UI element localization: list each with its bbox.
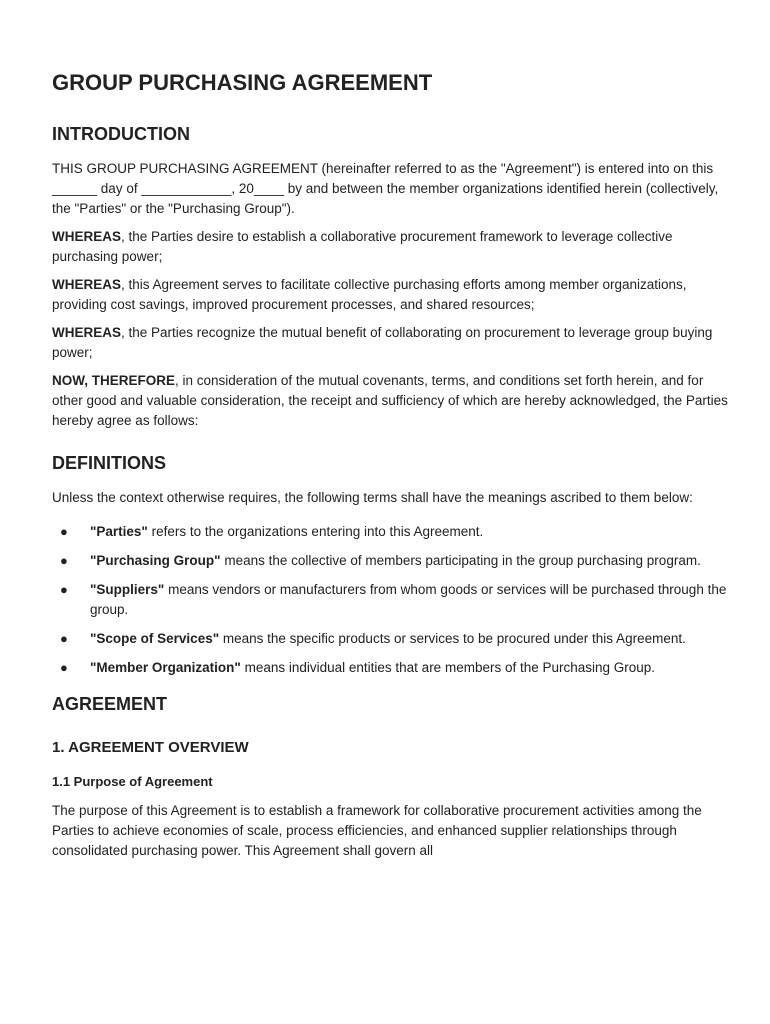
introduction-heading: INTRODUCTION [52, 124, 190, 144]
definition-item [52, 629, 730, 649]
recital-lead: WHEREAS [52, 229, 122, 244]
section-1-heading: 1. AGREEMENT OVERVIEW [52, 739, 249, 756]
bullet-icon: ● [60, 582, 68, 597]
subsection-1-1-heading: 1.1 Purpose of Agreement [52, 774, 213, 789]
recital-lead: WHEREAS [52, 325, 122, 340]
recital-clause [52, 371, 730, 431]
definition-item [52, 522, 730, 542]
bullet-icon: ● [60, 553, 68, 568]
definition-item [52, 580, 730, 620]
definition-term: "Purchasing Group" [90, 553, 221, 568]
definitions-intro: Unless the context otherwise requires, the following terms shall have the meanings ascribed to them below: [52, 490, 693, 505]
definition-term: "Suppliers" [90, 582, 165, 597]
bullet-icon: ● [60, 524, 68, 539]
bullet-icon: ● [60, 660, 68, 675]
definitions-list [52, 522, 730, 678]
definition-item [52, 658, 730, 678]
recital-clause [52, 323, 730, 363]
recital-lead: NOW, THEREFORE [52, 373, 176, 388]
definition-item [52, 551, 730, 571]
definition-term: "Member Organization" [90, 660, 241, 675]
subsection-1-1-text: The purpose of this Agreement is to establish a framework for collaborative procurement activities among the Parties to achieve economies of scale, process efficiencies, and enhanced supplier relationships through consolidated purchasing power. This Agreement shall govern all [52, 803, 702, 858]
definition-term: "Scope of Services" [90, 631, 220, 646]
definition-term: "Parties" [90, 524, 148, 539]
introduction-opening: THIS GROUP PURCHASING AGREEMENT (hereinafter referred to as the "Agreement") is entered into on this ______ day of ____________, 20____ by and between the member organizations identified herein (collectively, the "Parties" or the "Purchasing Group"). [52, 161, 719, 216]
document-title: GROUP PURCHASING AGREEMENT [52, 70, 433, 95]
definitions-heading: DEFINITIONS [52, 453, 167, 473]
definition-text: means vendors or manufacturers from whom goods or services will be purchased through the group. [90, 582, 727, 617]
recital-clause [52, 227, 730, 267]
bullet-icon: ● [60, 631, 68, 646]
recital-lead: WHEREAS [52, 277, 122, 292]
agreement-heading: AGREEMENT [52, 694, 168, 714]
definition-text: means the collective of members participating in the group purchasing program. [220, 553, 701, 568]
definition-text: refers to the organizations entering into this Agreement. [147, 524, 484, 539]
recital-text: , the Parties desire to establish a collaborative procurement framework to leverage collective purchasing power; [52, 229, 673, 264]
recital-text: , the Parties recognize the mutual benefit of collaborating on procurement to leverage group buying power; [52, 325, 713, 360]
recital-clause [52, 275, 730, 315]
recital-text: , this Agreement serves to facilitate collective purchasing efforts among member organizations, providing cost savings, improved procurement processes, and shared resources; [52, 277, 687, 312]
recital-text: , in consideration of the mutual covenants, terms, and conditions set forth herein, and for other good and valuable consideration, the receipt and sufficiency of which are hereby acknowledged, the Parties hereby agree as follows: [52, 373, 728, 428]
definition-text: means the specific products or services to be procured under this Agreement. [219, 631, 686, 646]
definition-text: means individual entities that are members of the Purchasing Group. [240, 660, 656, 675]
